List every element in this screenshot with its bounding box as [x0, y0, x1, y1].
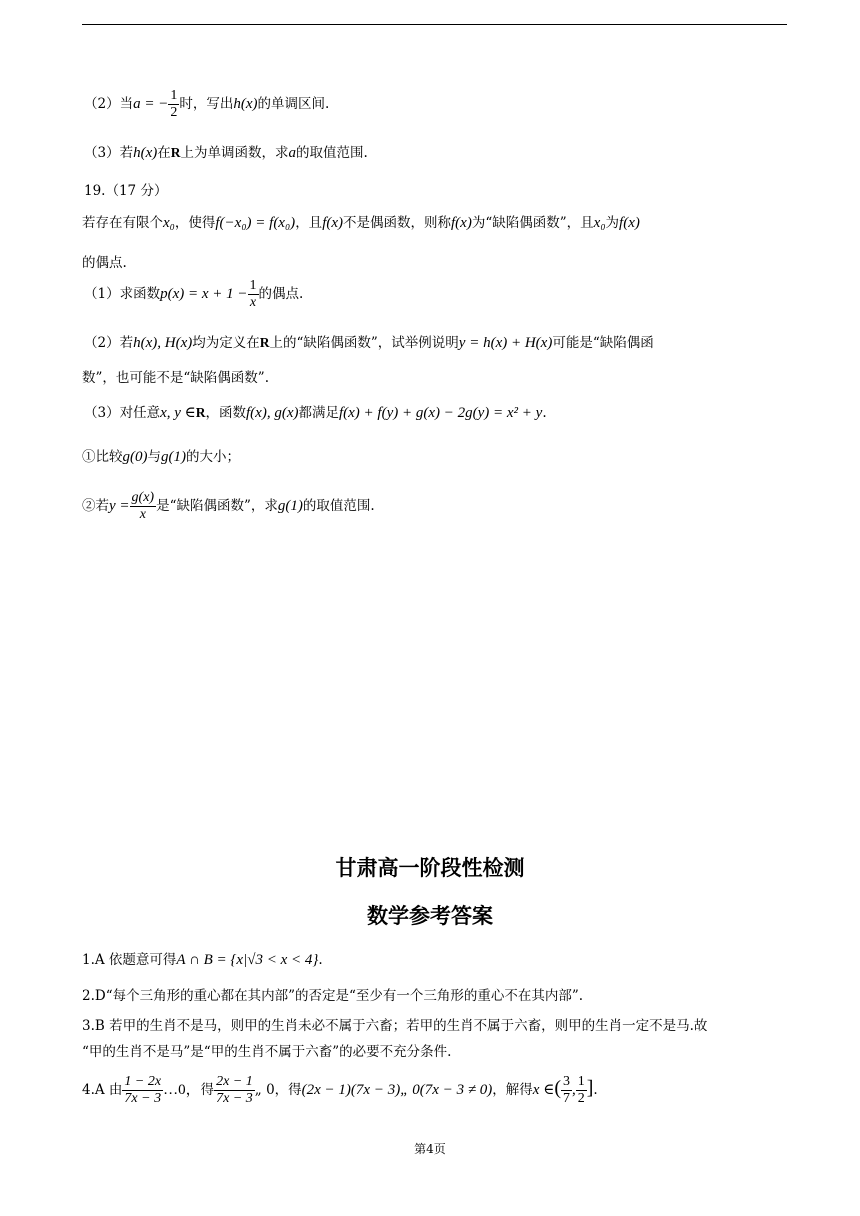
q19-p1-frac [248, 278, 259, 311]
q18-p3-mid1: 在 [157, 145, 171, 161]
q19-p2-pre: （2）若 [84, 335, 134, 351]
q19-p2-mid: 均为定义在 [192, 335, 260, 351]
q19-p3a-mid: 与 [147, 449, 161, 465]
frac-num: 1 − 2x [122, 1074, 163, 1091]
q19-p3b-pre: ②若 [82, 498, 109, 515]
a4-set: x ∈ [532, 1082, 555, 1099]
q19-p3-pre: （3）对任意 [84, 405, 161, 421]
q19-p3a-post: 的大小； [186, 449, 240, 465]
q19-p2-expr: y = h(x) + H(x) [458, 335, 553, 351]
q19-p3-funcs: f(x), g(x) [246, 405, 299, 421]
a4-post: . [593, 1082, 598, 1099]
a4-expr: (2x − 1)(7x − 3)„ 0(7x − 3 ≠ 0) [301, 1082, 493, 1099]
frac-num: 2x − 1 [214, 1074, 255, 1091]
q19-p3b-mid: 是“缺陷偶函数”，求 [156, 498, 278, 515]
q18-p3-pre: （3）若 [84, 145, 134, 161]
answer-3-line2: “甲的生肖不是马”是“甲的生肖不属于六畜”的必要不充分条件. [82, 1044, 452, 1060]
q18-p2-func: h(x) [233, 96, 258, 113]
def-f2: f(x) [451, 215, 472, 231]
a4-t1: …0， [163, 1082, 201, 1099]
real-set-R: R [195, 405, 206, 420]
q19-p2-post: 可能是“缺陷偶函 [552, 335, 654, 351]
frac-num: 1 [576, 1074, 587, 1091]
def-t6: 为 [605, 215, 620, 231]
a4-interval-comma: , [571, 1082, 576, 1099]
q19-p3-mid: ，函数 [205, 405, 247, 421]
frac-den: 7x − 3 [216, 1091, 253, 1107]
q19-p1-expr: p(x) = x + 1 − [160, 286, 248, 303]
q19-p3-expr: f(x) + f(y) + g(x) − 2g(y) = x² + y [338, 405, 543, 421]
q18-p3-func: h(x) [133, 145, 158, 161]
q19-p1-post: 的偶点. [258, 286, 304, 303]
q19-p3-vars: x, y ∈ [160, 405, 196, 421]
q18-p3-a: a [288, 145, 296, 161]
frac-num: 1 [168, 88, 179, 105]
q18-part3 [84, 141, 368, 162]
q19-p1-pre: （1）求函数 [84, 286, 161, 303]
q18-part2 [84, 88, 329, 121]
answers-title: 甘肃高一阶段性检测 [335, 856, 525, 880]
frac-den: x [249, 295, 257, 311]
frac-den: 7 [562, 1091, 570, 1107]
def-t1: 若存在有限个 [82, 215, 163, 231]
def-t4: 不是偶函数，则称 [343, 215, 452, 231]
q19-p3b-y: y = [109, 498, 130, 515]
a4-frac1 [122, 1074, 163, 1107]
frac-num: 1 [248, 278, 259, 295]
real-set-R: R [170, 145, 181, 160]
frac-den: 2 [577, 1091, 585, 1107]
q19-p3a-g1: g(1) [161, 449, 186, 465]
frac-den: x [139, 507, 146, 523]
a4-interval-open: ( [554, 1077, 561, 1100]
def-t5: 为“缺陷偶函数”，且 [471, 215, 594, 231]
q19-p2-mid2: 上的“缺陷偶函数”，试举例说明 [269, 335, 459, 351]
page-number: 第4页 [414, 1142, 446, 1156]
a1-post: . [318, 952, 323, 968]
a4-label: 4.A 由 [82, 1082, 123, 1099]
a4-t4: ，解得 [492, 1082, 533, 1099]
def-f: f(x) [322, 215, 344, 231]
frac-num: 3 [561, 1074, 572, 1091]
def-t3: ，且 [295, 215, 323, 231]
def-f3: f(x) [619, 215, 640, 231]
q18-p3-mid2: 上为单调函数，求 [180, 145, 289, 161]
answer-3-line1: 3.B 若甲的生肖不是马，则甲的生肖未必不属于六畜；若甲的生肖不属于六畜，则甲的生肖一定不是马.故 [82, 1018, 708, 1034]
def-eq: f(−x₀) = f(x₀) [215, 215, 296, 231]
frac-den: 2 [170, 105, 178, 121]
a4-interval-right [576, 1074, 587, 1107]
q18-p2-a: a = − [133, 96, 169, 113]
a1-expr: A ∩ B = {x|√3 < x < 4} [176, 952, 319, 968]
def-x0: x₀ [163, 215, 175, 231]
q19-part3-b [82, 490, 375, 523]
a4-frac2 [214, 1074, 255, 1107]
q19-p3b-g1: g(1) [277, 498, 303, 515]
q19-p3a-pre: ①比较 [82, 449, 123, 465]
a4-interval-left [561, 1074, 572, 1107]
answer-1 [82, 948, 323, 969]
a4-t2: 得 [200, 1082, 215, 1099]
frac-den: 7x − 3 [124, 1091, 162, 1107]
q19-p3b-frac [130, 490, 157, 523]
frac-num: g(x) [130, 490, 157, 507]
q18-p2-post: 的单调区间. [257, 96, 330, 113]
q19-part2-line1 [84, 331, 654, 352]
answer-4 [82, 1074, 598, 1107]
q19-part3-a [82, 445, 240, 466]
def-t2: ，使得 [174, 215, 216, 231]
q19-p3-post: . [542, 405, 547, 421]
a4-t3: „ 0，得 [254, 1082, 302, 1099]
q19-def-line1 [82, 211, 640, 232]
q19-part1 [84, 278, 303, 311]
def-x0b: x₀ [593, 215, 606, 231]
a4-interval-close: ] [586, 1077, 594, 1100]
q19-header: 19.（17 分） [84, 183, 168, 199]
q19-part2-line2: 数”，也可能不是“缺陷偶函数”. [82, 370, 269, 386]
q19-p3b-post: 的取值范围. [302, 498, 375, 515]
a1-label: 1.A 依题意可得 [82, 952, 177, 968]
q19-part3 [84, 401, 547, 422]
q18-p2-frac [168, 88, 179, 121]
q18-p2-pre: （2）当 [84, 96, 134, 113]
q18-p3-post: 的取值范围. [296, 145, 368, 161]
q19-p3-mid2: 都满足 [298, 405, 339, 421]
real-set-R: R [259, 335, 270, 350]
q18-p2-mid: 时，写出 [179, 96, 234, 113]
top-rule [82, 24, 787, 25]
q19-def-line2: 的偶点. [82, 255, 127, 271]
answer-2: 2.D“每个三角形的重心都在其内部”的否定是“至少有一个三角形的重心不在其内部”. [82, 988, 584, 1004]
q19-p2-funcs: h(x), H(x) [133, 335, 193, 351]
answers-subtitle: 数学参考答案 [367, 904, 493, 928]
q19-p3a-g0: g(0) [122, 449, 148, 465]
